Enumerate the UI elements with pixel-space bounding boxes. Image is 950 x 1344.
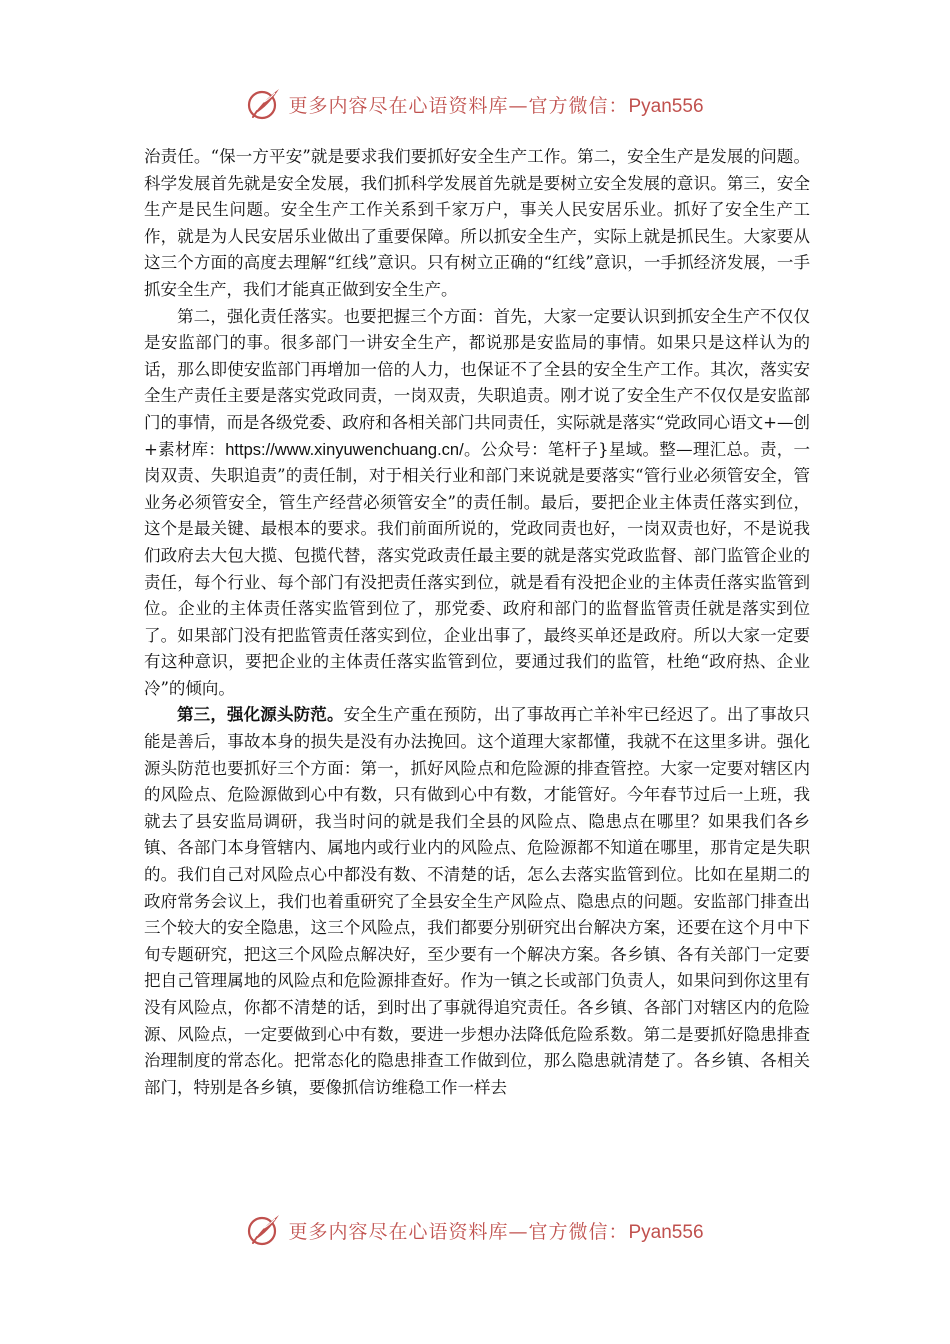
- banner-slogan: 更多内容尽在心语资料库—官方微信：: [288, 1220, 629, 1243]
- section-heading-prevention: 第三，强化源头防范。: [177, 705, 344, 725]
- paragraph-responsibility-part-b: 。公众号：笔杆子}星域。整—理汇总。责，一岗双责、失职追责”的责任制，对于相关行业和部门来说就是要落实“管行业必须管安全，管业务必须管安全，管生产经营必须管安全”的责任制。最后，要把企业主体责任落实到位，这个是最关键、最根本的要求。我们前面所说的，党政同责也好，一岗双责也好，不是说我们政府去大包大揽、包揽代替，落实党政责任最主要的就是落实党政监督、部门监管企业的责任，每个行业、每个部门有没把责任落实到位，就是看有没把企业的主体责任落实监管到位。企业的主体责任落实监管到位了，那党委、政府和部门的监督监管责任就是落实到位了。如果部门没有把监管责任落实到位，企业出事了，最终买单还是政府。所以大家一定要有这种意识，要把企业的主体责任落实监管到位，要通过我们的监管，杜绝“政府热、企业冷”的倾向。: [144, 439, 811, 698]
- quill-pen-icon: [246, 86, 282, 122]
- paragraph-red-line: 治责任。“保一方平安”就是要求我们要抓好安全生产工作。第二，安全生产是发展的问题。科学发展首先就是安全发展，我们抓科学发展首先就是要树立安全发展的意识。第三，安全生产是民生问题。安全生产工作关系到千家万户，事关人民安居乐业。抓好了安全生产工作，就是为人民安居乐业做出了重要保障。所以抓安全生产，实际上就是抓民生。大家要从这三个方面的高度去理解“红线”意识。只有树立正确的“红线”意识，一手抓经济发展，一手抓安全生产，我们才能真正做到安全生产。: [144, 147, 810, 299]
- footer-banner: [0, 1210, 950, 1250]
- document-body: [144, 144, 810, 1101]
- header-banner: [0, 84, 950, 124]
- quill-pen-icon: [246, 1212, 282, 1248]
- paragraph-prevention: [144, 702, 810, 1101]
- paragraph-prevention-body: 安全生产重在预防，出了事故再亡羊补牢已经迟了。出了事故只能是善后，事故本身的损失是没有办法挽回。这个道理大家都懂，我就不在这里多讲。强化源头防范也要抓好三个方面：第一，抓好风险点和危险源的排查管控。大家一定要对辖区内的风险点、危险源做到心中有数，只有做到心中有数，才能管好。今年春节过后一上班，我就去了县安监局调研，我当时问的就是我们全县的风险点、隐患点在哪里？如果我们各乡镇、各部门本身管辖内、属地内或行业内的风险点、危险源都不知道在哪里，那肯定是失职的。我们自己对风险点心中都没有数、不清楚的话，怎么去落实监管到位。比如在星期二的政府常务会议上，我们也着重研究了全县安全生产风险点、隐患点的问题。安监部门排查出三个较大的安全隐患，这三个风险点，我们都要分别研究出台解决方案，还要在这个月中下旬专题研究，把这三个风险点解决好，至少要有一个解决方案。各乡镇、各有关部门一定要把自己管理属地的风险点和危险源排查好。作为一镇之长或部门负责人，如果问到你这里有没有风险点，你都不清楚的话，到时出了事就得追究责任。各乡镇、各部门对辖区内的危险源、风险点，一定要做到心中有数，要进一步想办法降低危险系数。第二是要抓好隐患排查治理制度的常态化。把常态化的隐患排查工作做到位，那么隐患就清楚了。各乡镇、各相关部门，特别是各乡镇，要像抓信访维稳工作一样去: [144, 705, 811, 1097]
- wechat-id: Pyan556: [628, 1221, 704, 1243]
- banner-text: [288, 91, 703, 118]
- paragraph-responsibility: [144, 304, 810, 703]
- source-url: https://www.xinyuwenchuang.cn/: [225, 440, 464, 459]
- wechat-id: Pyan556: [628, 95, 704, 117]
- banner-text: [288, 1217, 703, 1244]
- banner-slogan: 更多内容尽在心语资料库—官方微信：: [288, 94, 629, 117]
- paragraph-responsibility-part-a: 第二，强化责任落实。也要把握三个方面：首先，大家一定要认识到抓安全生产不仅仅是安监部门的事。很多部门一讲安全生产，都说那是安监局的事情。如果只是这样认为的话，那么即使安监部门再增加一倍的人力，也保证不了全县的安全生产工作。其次，落实安全生产责任主要是落实党政同责，一岗双责，失职追责。刚才说了安全生产不仅仅是安监部门的事情，而是各级党委、政府和各相关部门共同责任，实际就是落实“党政同心语文+—创+素材库：: [144, 306, 810, 459]
